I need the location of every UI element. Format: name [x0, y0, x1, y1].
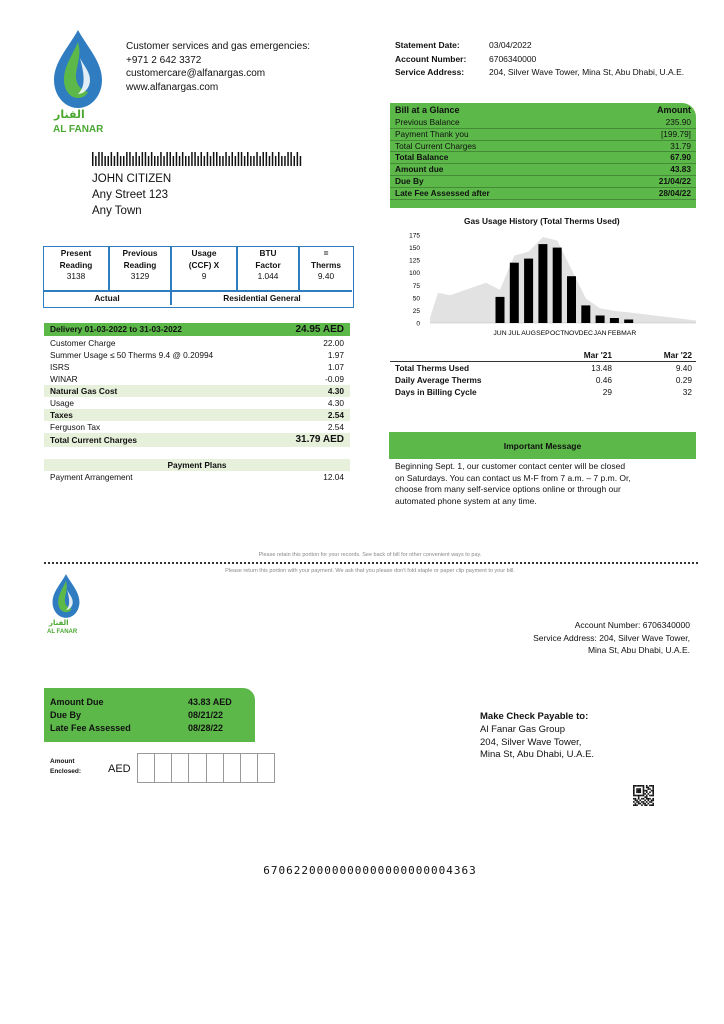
usage-bar — [596, 316, 605, 324]
charge-row: Taxes 2.54 — [44, 409, 350, 421]
x-tick-label: SEP — [536, 330, 550, 337]
usage-bar — [610, 318, 619, 323]
previous-reading-cell: Previous Reading 3129 — [122, 248, 158, 281]
glance-row: Total Balance 67.90 — [390, 152, 696, 164]
stub-address-line1: Service Address: 204, Silver Wave Tower, — [533, 632, 690, 643]
stat-row: Daily Average Therms 0.46 0.29 — [395, 375, 692, 385]
usage-bar — [553, 248, 562, 323]
glance-row: Previous Balance 235.90 — [390, 117, 696, 129]
glance-row: Total Current Charges 31.79 — [390, 141, 696, 153]
stub-amount-box: Amount Due 43.83 AED Due By 08/21/22 Late Fee Assessed 08/28/22 — [44, 688, 255, 742]
rate-class: Residential General — [223, 293, 301, 303]
amount-enclosed-label: Amount Enclosed: — [50, 758, 82, 775]
x-tick-label: AUG — [521, 330, 536, 337]
glance-amount-header: Amount — [657, 105, 691, 115]
bill-at-a-glance — [390, 103, 696, 208]
charge-row: Summer Usage ≤ 50 Therms 9.4 @ 0.20994 1.97 — [50, 350, 344, 360]
payable-to-block — [480, 711, 594, 762]
service-address-label: Service Address: — [395, 67, 465, 77]
usage-background-area — [430, 237, 696, 323]
stub-flame-drop-icon — [49, 573, 83, 619]
usage-bar — [496, 297, 505, 323]
usage-bar — [624, 320, 633, 324]
return-note: Please return this portion with your payment. We ask that you please don't fold staple or paper clip payment to your bill. — [225, 568, 515, 574]
usage-chart — [400, 216, 700, 340]
btu-factor-cell: BTU Factor 1.044 — [255, 248, 281, 281]
scanline: 6706220000000000000000004363 — [263, 864, 477, 877]
meter-reading-table — [43, 246, 354, 308]
usage-bar — [524, 259, 533, 323]
flame-drop-icon — [50, 28, 106, 110]
x-tick-label: JUN — [493, 330, 507, 337]
service-address: 204, Silver Wave Tower, Mina St, Abu Dhabi, U.A.E. — [489, 67, 685, 77]
stub-account-number: Account Number: 6706340000 — [574, 620, 690, 630]
payable-title: Make Check Payable to: — [480, 711, 589, 722]
contact-block — [126, 40, 310, 94]
address-barcode — [92, 152, 302, 166]
contact-phone[interactable]: +971 2 642 3372 — [126, 54, 202, 66]
x-tick-label: JAN — [593, 330, 607, 337]
tear-line — [44, 562, 698, 564]
x-tick-label: NOV — [564, 330, 579, 337]
account-number: 6706340000 — [489, 53, 537, 64]
charge-row: WINAR -0.09 — [50, 374, 344, 384]
chart-title: Gas Usage History (Total Therms Used) — [464, 216, 620, 226]
charge-row: Usage 4.30 — [50, 398, 344, 408]
y-tick-label: 50 — [412, 295, 420, 303]
payable-address1: 204, Silver Wave Tower, — [480, 736, 582, 748]
charge-row: Ferguson Tax 2.54 — [50, 422, 344, 432]
total-current-charges-row: Total Current Charges 31.79 AED — [44, 433, 350, 447]
y-tick-label: 75 — [412, 282, 420, 290]
contact-title: Customer services and gas emergencies: — [126, 41, 310, 52]
account-number-label: Account Number: — [395, 53, 467, 64]
y-tick-label: 25 — [412, 307, 420, 315]
stub-logo — [47, 573, 87, 639]
y-tick-label: 0 — [416, 320, 420, 328]
payment-arrangement-row: Payment Arrangement 12.04 — [50, 472, 344, 482]
important-message-body: Beginning Sept. 1, our customer contact center will be closed on Saturdays. You can contact us M-F from 7 a.m. – 7 p.m. Or, choose from many self-service options online or through our automated phone system at any time. — [395, 461, 631, 506]
glance-row: Due By 21/04/22 — [390, 176, 696, 188]
logo-arabic: الفنار — [54, 108, 85, 121]
x-tick-label: DEC — [578, 330, 593, 337]
stub-logo-name: AL FANAR — [47, 629, 78, 635]
x-tick-label: OCT — [550, 330, 565, 337]
stub-logo-arabic: الفنار — [49, 619, 69, 627]
statement-date: 03/04/2022 — [489, 40, 532, 50]
usage-bar — [567, 276, 576, 323]
glance-row: Amount due 43.83 — [390, 164, 696, 176]
stats-header: Mar '21 Mar '22 — [583, 350, 692, 360]
stub-address-line2: Mina St, Abu Dhabi, U.A.E. — [587, 645, 690, 655]
qr-code — [633, 785, 654, 806]
charge-row: ISRS 1.07 — [50, 362, 344, 372]
customer-street: Any Street 123 — [92, 189, 169, 201]
charge-row: Customer Charge 22.00 — [50, 338, 344, 348]
usage-chart-svg — [400, 216, 700, 338]
glance-row: Late Fee Assessed after 28/04/22 — [390, 188, 696, 200]
x-tick-label: MAR — [621, 330, 637, 337]
customer-town: Any Town — [92, 205, 142, 217]
contact-website[interactable]: www.alfanargas.com — [126, 81, 219, 93]
usage-cell: Usage (CCF) X 9 — [188, 248, 220, 281]
y-tick-label: 125 — [409, 257, 420, 265]
payable-address2: Mina St, Abu Dhabi, U.A.E. — [480, 749, 595, 761]
payable-name: Al Fanar Gas Group — [480, 723, 566, 735]
customer-address — [92, 171, 171, 219]
x-tick-label: JUL — [508, 330, 521, 337]
logo-name: AL FANAR — [53, 124, 104, 135]
payment-plans-header: Payment Plans — [44, 459, 350, 471]
glance-title: Bill at a Glance — [395, 105, 460, 115]
therms-cell: = Therms 9.40 — [311, 248, 341, 281]
stat-row: Total Therms Used 13.48 9.40 — [395, 363, 692, 373]
delivery-header: Delivery 01-03-2022 to 31-03-2022 24.95 AED — [44, 323, 350, 336]
retain-note: Please retain this portion for your records. See back of bill for other convenient ways to pay. — [258, 552, 482, 558]
x-tick-label: FEB — [607, 330, 622, 337]
statement-date-label: Statement Date: — [395, 40, 460, 50]
customer-name: JOHN CITIZEN — [92, 173, 172, 185]
glance-row: Payment Thank you [199.79] — [390, 129, 696, 141]
charge-row: Natural Gas Cost 4.30 — [44, 385, 350, 397]
stub-account-block — [533, 619, 690, 657]
amount-enclosed-currency: AED — [108, 763, 131, 775]
y-tick-label: 150 — [409, 245, 420, 253]
present-reading-cell: Present Reading 3138 — [59, 248, 93, 281]
usage-bar — [510, 263, 519, 323]
contact-email[interactable]: customercare@alfanargas.com — [126, 68, 266, 79]
stat-row: Days in Billing Cycle 29 32 — [395, 387, 692, 397]
amount-enclosed-field[interactable] — [137, 753, 275, 783]
statement-info — [395, 39, 684, 80]
usage-bar — [538, 244, 547, 323]
important-message-header: Important Message — [389, 432, 696, 459]
y-tick-label: 175 — [409, 232, 420, 240]
logo — [50, 28, 106, 138]
reading-type: Actual — [94, 293, 120, 303]
y-tick-label: 100 — [409, 270, 420, 278]
usage-bar — [581, 305, 590, 323]
